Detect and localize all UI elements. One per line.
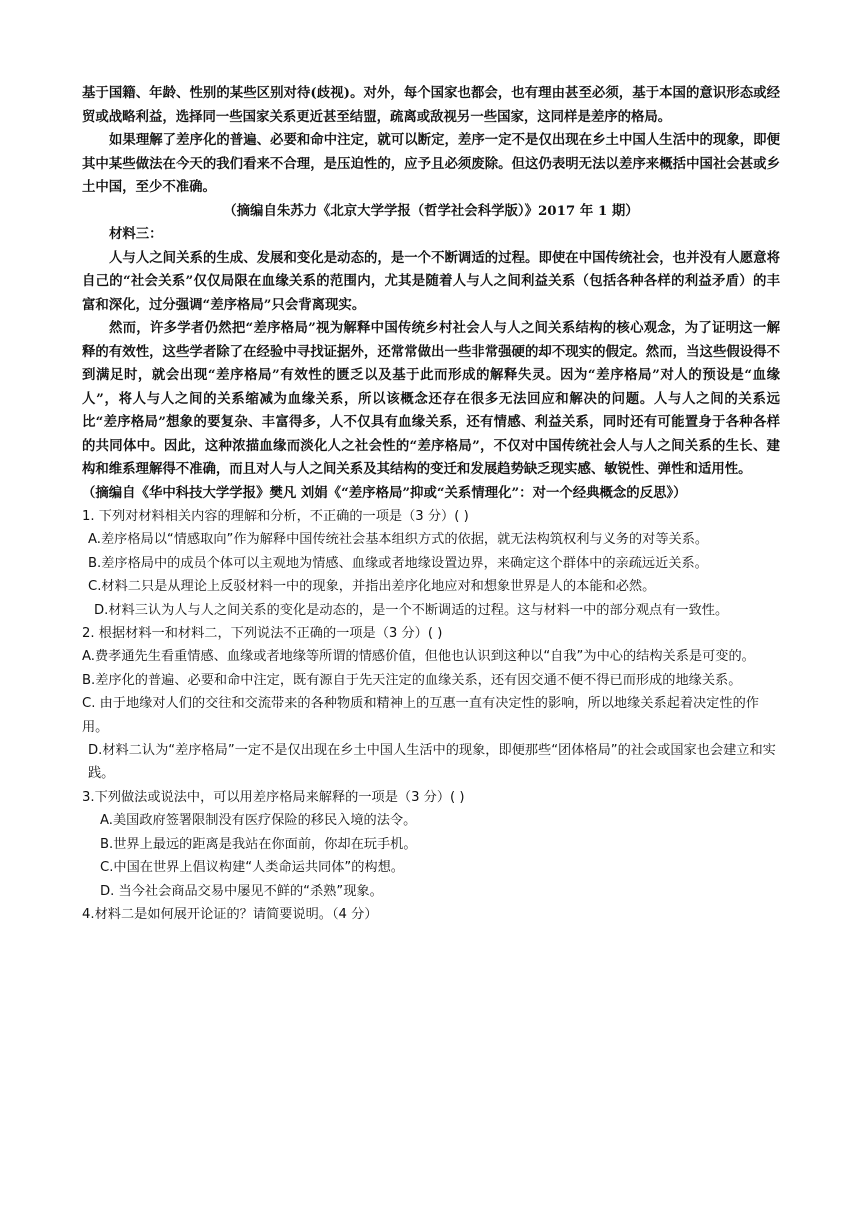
question-2 bbox=[82, 622, 780, 786]
passage-paragraph: 如果理解了差序化的普遍、必要和命中注定，就可以断定，差序一定不是仅出现在乡土中国人生活中的现象，即便其中某些做法在今天的我们看来不合理，是压迫性的，应予且必须废除。但这仍表明无法以差序来概括中国社会甚或乡土中国，至少不准确。 bbox=[82, 132, 780, 195]
question-4 bbox=[82, 903, 780, 926]
passage-paragraph: 基于国籍、年龄、性别的某些区别对待(歧视)。对外，每个国家也都会，也有理由甚至必须，基于本国的意识形态或经贸或战略利益，选择同一些国家关系更近甚至结盟，疏离或敌视另一些国家，这同样是差序的格局。 bbox=[82, 85, 780, 125]
source-citation: （摘编自《华中科技大学学报》樊凡 刘娟《“差序格局”抑或“关系情理化”：对一个经典概念的反思》） bbox=[82, 484, 687, 501]
option-d: D. 当今社会商品交易中屡见不鲜的“杀熟”现象。 bbox=[100, 883, 383, 899]
passage-paragraph: 人与人之间关系的生成、发展和变化是动态的，是一个不断调适的过程。即使在中国传统社会，也并没有人愿意将自己的“社会关系”仅仅局限在血缘关系的范围内，尤其是随着人与人之间利益关系（包括各种各样的利益矛盾）的丰富和深化，过分强调“差序格局”只会背离现实。 bbox=[82, 249, 780, 313]
option-b: B.世界上最远的距离是我站在你面前，你却在玩手机。 bbox=[100, 836, 417, 852]
option-c: C. 由于地缘对人们的交往和交流带来的各种物质和精神上的互惠一直有决定性的影响，所以地缘关系起着决定性的作用。 bbox=[82, 696, 759, 735]
question-stem: 2. 根据材料一和材料二，下列说法不正确的一项是（3 分）( ) bbox=[82, 626, 443, 642]
source-citation: （摘编自朱苏力《北京大学学报（哲学社会科学版）》2017 年 1 期） bbox=[223, 202, 639, 219]
question-stem: 4.材料二是如何展开论证的？请简要说明。（4 分） bbox=[82, 906, 378, 922]
option-a: A.费孝通先生看重情感、血缘或者地缘等所谓的情感价值，但他也认识到这种以“自我”为中心的结构关系是可变的。 bbox=[82, 649, 755, 665]
question-1 bbox=[82, 505, 780, 622]
option-d: D.材料三认为人与人之间关系的变化是动态的，是一个不断调适的过程。这与材料一中的部分观点有一致性。 bbox=[94, 602, 729, 618]
question-stem: 3.下列做法或说法中，可以用差序格局来解释的一项是（3 分）( ) bbox=[82, 789, 465, 805]
option-c: C.材料二只是从理论上反驳材料一中的现象，并指出差序化地应对和想象世界是人的本能和必然。 bbox=[88, 579, 656, 595]
passage-paragraph: 然而，许多学者仍然把“差序格局”视为解释中国传统乡村社会人与人之间关系结构的核心观念，为了证明这一解释的有效性，这些学者除了在经验中寻找证据外，还常常做出一些非常强硬的却不现实的假定。然而，当这些假设得不到满足时，就会出现“差序格局”有效性的匮乏以及基于此而形成的解释失灵。因为“差序格局”对人的预设是“血缘人”，将人与人之间的关系缩减为血缘关系，所以该概念还存在很多无法回应和解决的问题。人与人之间的关系远比“差序格局”想象的要复杂、丰富得多，人不仅具有血缘关系，还有情感、利益关系，同时还有可能置身于各种各样的共同体中。因此，这种浓描血缘而淡化人之社会性的“差序格局”，不仅对中国传统社会人与人之间关系的生长、建构和维系理解得不准确，而且对人与人之间关系及其结构的变迁和发展趋势缺乏现实感、敏锐性、弹性和适用性。 bbox=[82, 320, 780, 477]
material-label: 材料三： bbox=[109, 226, 163, 242]
question-stem: 1. 下列对材料相关内容的理解和分析，不正确的一项是（3 分）( ) bbox=[82, 509, 469, 524]
option-d: D.材料二认为“差序格局”一定不是仅出现在乡土中国人生活中的现象，即便那些“团体格局”的社会或国家也会建立和实践。 bbox=[88, 743, 776, 782]
option-a: A.美国政府签署限制没有医疗保险的移民入境的法令。 bbox=[100, 813, 417, 829]
question-3 bbox=[82, 786, 780, 903]
option-c: C.中国在世界上倡议构建“人类命运共同体”的构想。 bbox=[100, 860, 404, 876]
option-a: A.差序格局以“情感取向”作为解释中国传统社会基本组织方式的依据，就无法构筑权利与义务的对等关系。 bbox=[88, 532, 709, 548]
option-b: B.差序格局中的成员个体可以主观地为情感、血缘或者地缘设置边界，来确定这个群体中的亲疏远近关系。 bbox=[88, 555, 708, 571]
option-b: B.差序化的普遍、必要和命中注定，既有源自于先天注定的血缘关系，还有因交通不便不得已而形成的地缘关系。 bbox=[82, 672, 742, 688]
